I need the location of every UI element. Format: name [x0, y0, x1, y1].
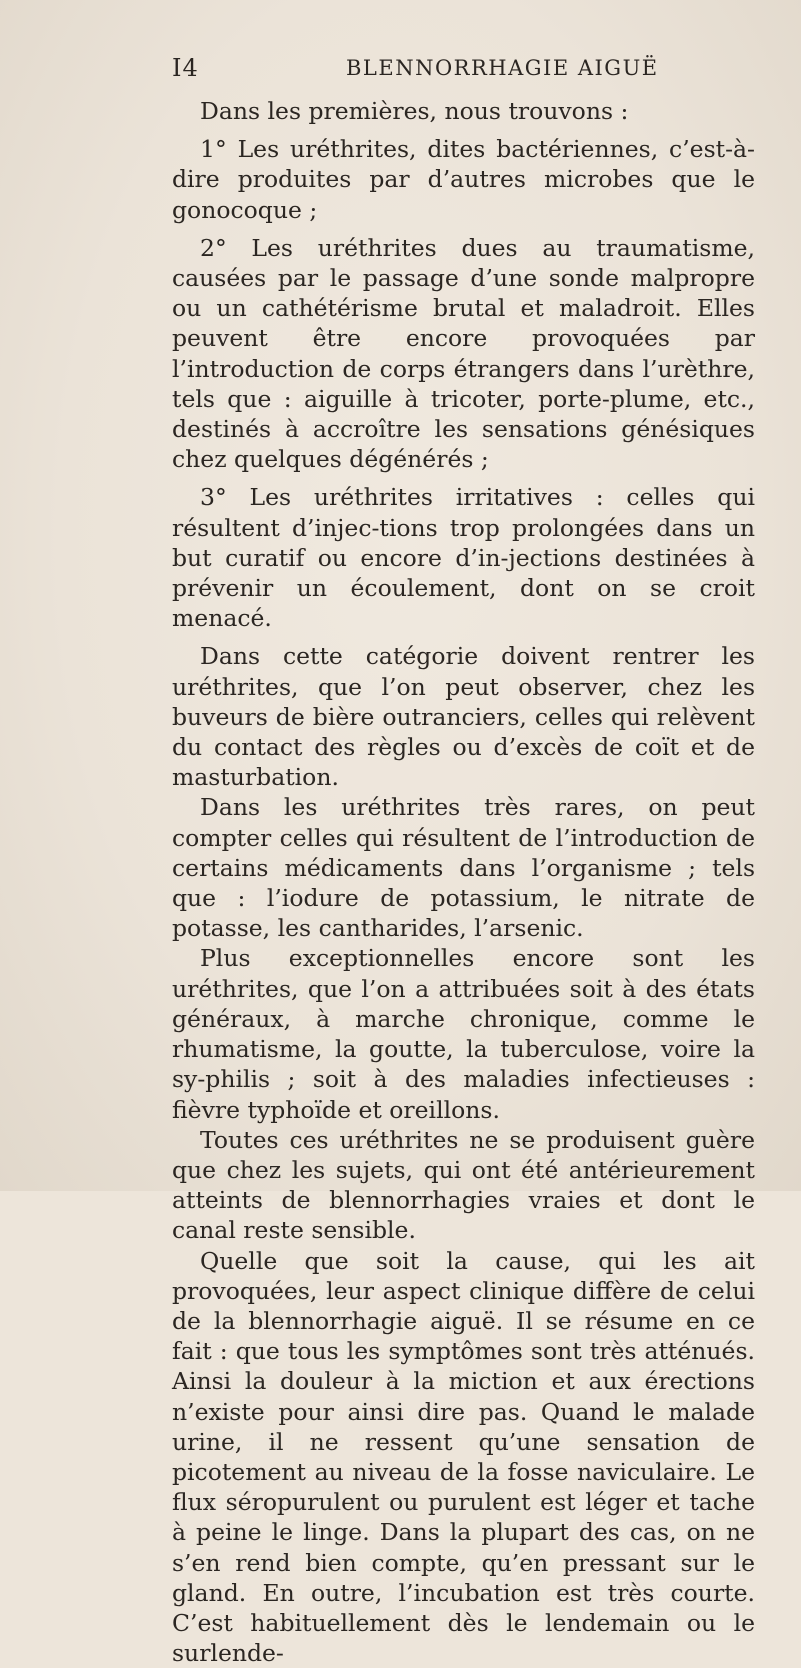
paragraph-subjects: Toutes ces uréthrites ne se produisent guère que chez les sujets, qui ont été antérieurement atteints de blennorrhagies vraies et dont le canal reste sensible. — [172, 1125, 755, 1245]
body-text — [172, 96, 755, 1668]
paragraph-intro: Dans les premières, nous trouvons : — [200, 97, 629, 125]
paragraph-clinical: Quelle que soit la cause, qui les ait provoquées, leur aspect clinique diffère de celui de la blennorrhagie aiguë. Il se résume en ce fait : que tous les symptômes sont très atténués. Ainsi la douleur à la miction et aux érections n’existe pour ainsi dire pas. Quand le malade urine, il ne ressent qu’une sensation de picotement au niveau de la fosse naviculaire. Le flux séropurulent ou purulent est léger et tache à peine le linge. Dans la plupart des cas, on ne s’en rend bien compte, qu’en pressant sur le gland. En outre, l’incubation est très courte. C’est habituellement dès le lendemain ou le surlende- — [172, 1246, 755, 1668]
paragraph-category: Dans cette catégorie doivent rentrer les uréthrites, que l’on peut observer, chez les buveurs de bière outranciers, celles qui relèvent du contact des règles ou d’excès de coït et de masturbation. — [172, 642, 755, 792]
page-header — [172, 54, 752, 94]
paragraph-rare: Dans les uréthrites très rares, on peut compter celles qui résultent de l’introduction de certains médicaments dans l’organisme ; tels que : l’iodure de potassium, le nitrate de potasse, les cantharides, l’arsenic. — [172, 793, 755, 943]
paragraph-item-2: 2° Les uréthrites dues au traumatisme, causées par le passage d’une sonde malpropre ou un cathétérisme brutal et maladroit. Elles peuvent être encore provoquées par l’introduction de corps étrangers dans l’urèthre, tels que : aiguille à tricoter, porte-plume, etc., destinés à accroître les sensations génésiques chez quelques dégénérés ; — [172, 233, 755, 474]
paragraph-item-1: 1° Les uréthrites, dites bactériennes, c’est-à-dire produites par d’autres microbes que le gonocoque ; — [172, 135, 755, 224]
running-title: BLENNORRHAGIE AIGUË — [346, 56, 659, 80]
paragraph-exceptional: Plus exceptionnelles encore sont les uréthrites, que l’on a attribuées soit à des états généraux, à marche chronique, comme le rhumatisme, la goutte, la tuberculose, voire la sy-philis ; soit à des maladies infectieuses : fièvre typhoïde et oreillons. — [172, 944, 755, 1124]
page-number: I4 — [172, 54, 199, 82]
paragraph-item-3: 3° Les uréthrites irritatives : celles qui résultent d’injec-tions trop prolongées dans un but curatif ou encore d’in-jections destinées à prévenir un écoulement, dont on se croit menacé. — [172, 483, 755, 633]
